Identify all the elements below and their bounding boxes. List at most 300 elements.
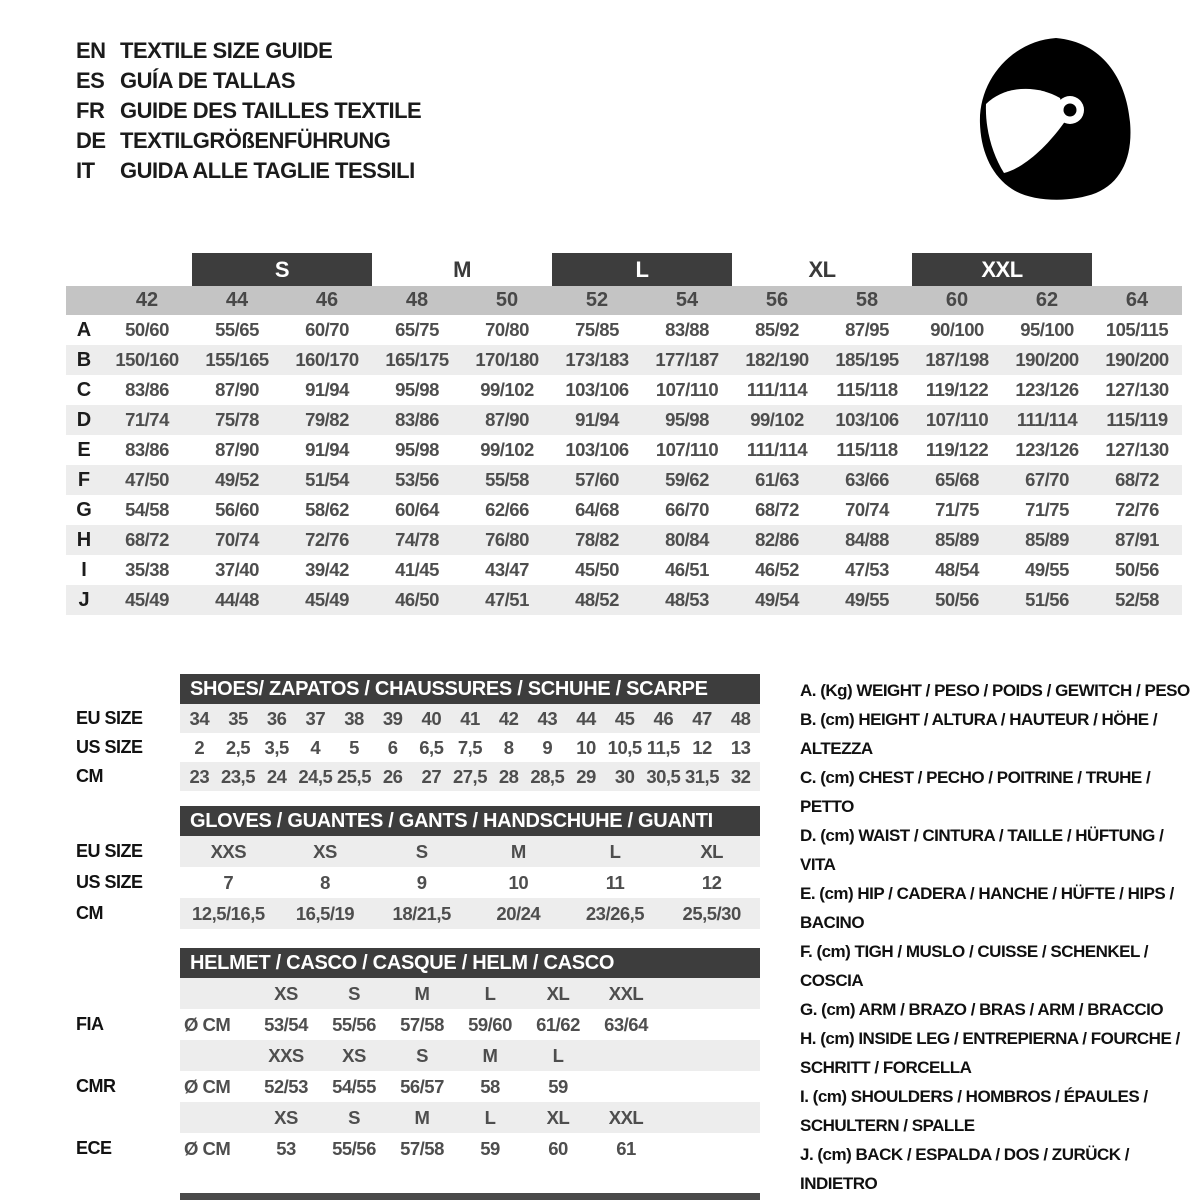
table-header-bar: GLOVES / GUANTES / GANTS / HANDSCHUHE / GUANTI: [180, 806, 760, 836]
helmet-size-header: XL: [546, 982, 570, 1004]
value-cell: 16,5/19: [295, 902, 355, 924]
size-cell: 45/49: [305, 589, 349, 610]
value-cell: 25,5: [336, 765, 371, 787]
size-cell: 53/56: [395, 469, 439, 490]
size-cell: 150/160: [115, 349, 179, 370]
size-cell: 187/198: [925, 349, 989, 370]
size-column-header: 54: [675, 289, 699, 311]
value-cell: 11: [605, 871, 625, 893]
size-cell: 182/190: [745, 349, 809, 370]
size-row: [66, 465, 1182, 495]
value-cell: 12: [692, 736, 712, 758]
legend-item: D. (cm) WAIST / CINTURA / TAILLE / HÜFTUNG / VITA: [800, 826, 1164, 874]
size-cell: 185/195: [835, 349, 899, 370]
helmet-size-header: M: [414, 1106, 430, 1128]
shoes-table: [76, 674, 760, 791]
size-cell: 67/70: [1025, 469, 1069, 490]
value-cell: 41: [460, 707, 480, 729]
standard-label: ECE: [76, 1138, 112, 1158]
value-cell: 42: [498, 707, 519, 729]
size-cell: 105/115: [1105, 319, 1169, 340]
helmet-size-table: [76, 948, 760, 1164]
size-cell: 45/49: [125, 589, 169, 610]
value-cell: 55/56: [332, 1137, 376, 1159]
value-cell: 58: [480, 1075, 500, 1097]
size-cell: 48/54: [935, 559, 979, 580]
value-cell: 57/58: [400, 1013, 444, 1035]
helmet-size-header: L: [552, 1044, 564, 1066]
value-cell: XXS: [210, 840, 247, 862]
value-cell: 10: [576, 736, 596, 758]
row-label: H: [76, 528, 92, 551]
table-row: [180, 836, 760, 867]
size-cell: 41/45: [395, 559, 439, 580]
row-label: J: [78, 588, 90, 611]
row-label: A: [76, 318, 92, 341]
size-cell: 75/85: [575, 319, 619, 340]
unit-cell: Ø CM: [184, 1075, 231, 1097]
size-cell: 43/47: [485, 559, 529, 580]
size-cell: 70/74: [215, 529, 259, 550]
value-cell: 7,5: [457, 736, 483, 758]
value-cell: 24: [266, 765, 287, 787]
size-group-header: XL: [808, 257, 836, 282]
language-row: [76, 126, 421, 156]
value-cell: 56/57: [400, 1075, 444, 1097]
size-group-header: XXL: [912, 253, 1092, 286]
size-column-header: 58: [855, 289, 879, 311]
size-cell: 57/60: [575, 469, 619, 490]
size-cell: 119/122: [925, 379, 989, 400]
value-cell: 5: [349, 736, 359, 758]
table-row: [180, 898, 760, 929]
value-cell: 40: [421, 707, 442, 729]
size-column-header: 48: [405, 289, 429, 311]
value-cell: 59/60: [468, 1013, 512, 1035]
size-cell: 78/82: [575, 529, 619, 550]
value-cell: 31,5: [684, 765, 719, 787]
size-cell: 60/70: [305, 319, 349, 340]
size-cell: 50/60: [125, 319, 169, 340]
standard-label: CMR: [76, 1076, 116, 1096]
value-cell: 53/54: [264, 1013, 308, 1035]
language-row: [76, 66, 421, 96]
value-cell: 45: [614, 707, 635, 729]
size-column-header-row: [66, 286, 1182, 315]
legend-item: G. (cm) ARM / BRAZO / BRAS / ARM / BRACCIO: [800, 1000, 1164, 1019]
table-row: [180, 704, 760, 733]
value-cell: 52/53: [264, 1075, 308, 1097]
size-cell: 115/118: [836, 439, 898, 460]
row-label: EU SIZE: [76, 841, 143, 861]
size-cell: 74/78: [395, 529, 439, 550]
size-cell: 90/100: [930, 319, 984, 340]
value-cell: 28,5: [530, 765, 565, 787]
legend-item: I. (cm) SHOULDERS / HOMBROS / ÉPAULES / SCHULTERN / SPALLE: [800, 1087, 1148, 1135]
helmet-values-row: [180, 1071, 760, 1102]
size-cell: 91/94: [305, 439, 349, 460]
size-cell: 127/130: [1105, 439, 1169, 460]
size-cell: 123/126: [1015, 379, 1079, 400]
size-cell: 82/86: [755, 529, 799, 550]
value-cell: 27,5: [452, 765, 487, 787]
value-cell: 23,5: [220, 765, 255, 787]
size-cell: 79/82: [305, 409, 349, 430]
value-cell: 39: [382, 707, 403, 729]
language-title: TEXTILGRÖßENFÜHRUNG: [120, 128, 391, 153]
language-title: GUIDA ALLE TAGLIE TESSILI: [120, 158, 415, 183]
helmet-size-header: XL: [546, 1106, 570, 1128]
size-cell: 111/114: [746, 439, 808, 460]
size-group-header-row: [66, 253, 1182, 286]
helmet-size-header: S: [348, 982, 360, 1004]
legend-item: E. (cm) HIP / CADERA / HANCHE / HÜFTE / HIPS / BACINO: [800, 884, 1174, 932]
size-cell: 52/58: [1115, 589, 1159, 610]
value-cell: 38: [344, 707, 364, 729]
legend-item: J. (cm) BACK / ESPALDA / DOS / ZURÜCK / INDIETRO: [800, 1145, 1130, 1193]
value-cell: 10,5: [607, 736, 642, 758]
row-label: D: [76, 408, 92, 431]
language-title-block: [76, 36, 421, 186]
size-cell: 68/72: [755, 499, 799, 520]
size-cell: 83/86: [395, 409, 439, 430]
size-cell: 68/72: [125, 529, 169, 550]
size-cell: 51/56: [1025, 589, 1069, 610]
value-cell: 61/62: [536, 1013, 580, 1035]
size-cell: 84/88: [845, 529, 889, 550]
value-cell: 6,5: [419, 736, 444, 758]
size-row: [66, 405, 1182, 435]
table-row: [180, 867, 760, 898]
helmet-sizes-row: [180, 1102, 760, 1133]
table-row: [180, 733, 760, 762]
unit-cell: Ø CM: [184, 1137, 231, 1159]
language-title: GUÍA DE TALLAS: [120, 68, 296, 93]
value-cell: 13: [730, 736, 751, 758]
size-cell: 49/54: [755, 589, 799, 610]
size-cell: 127/130: [1105, 379, 1169, 400]
size-column-header: 52: [585, 289, 609, 311]
size-cell: 39/42: [305, 559, 349, 580]
value-cell: 35: [228, 707, 248, 729]
size-cell: 95/100: [1020, 319, 1074, 340]
size-cell: 83/86: [125, 439, 169, 460]
value-cell: 2: [194, 736, 205, 758]
size-cell: 76/80: [485, 529, 529, 550]
value-cell: 55/56: [332, 1013, 376, 1035]
value-cell: 61: [616, 1137, 636, 1159]
helmet-size-header: S: [348, 1106, 360, 1128]
size-column-header: 56: [765, 289, 789, 311]
size-cell: 85/89: [935, 529, 979, 550]
size-cell: 190/200: [1015, 349, 1079, 370]
size-cell: 115/118: [836, 379, 898, 400]
value-cell: 11,5: [646, 736, 680, 758]
spacer-cell: [76, 1102, 180, 1133]
row-label: B: [76, 348, 92, 371]
size-cell: 87/91: [1115, 529, 1159, 550]
size-cell: 68/72: [1115, 469, 1159, 490]
size-cell: 46/52: [755, 559, 799, 580]
size-cell: 99/102: [750, 409, 804, 430]
size-cell: 85/89: [1025, 529, 1069, 550]
value-cell: 46: [653, 707, 674, 729]
size-cell: 87/90: [215, 379, 259, 400]
helmet-size-header: XXS: [268, 1044, 304, 1066]
value-cell: 60: [548, 1137, 568, 1159]
spacer-cell: [76, 1040, 180, 1071]
value-cell: 32: [730, 765, 751, 787]
value-cell: 20/24: [496, 902, 541, 924]
helmet-sizes-row: [180, 1040, 760, 1071]
size-group-header: L: [552, 253, 732, 286]
size-cell: 65/75: [395, 319, 439, 340]
value-cell: 4: [310, 736, 321, 758]
legend-item: A. (Kg) WEIGHT / PESO / POIDS / GEWITCH / PESO: [800, 681, 1190, 700]
size-cell: 71/75: [935, 499, 979, 520]
size-cell: 107/110: [655, 379, 719, 400]
size-row: [66, 555, 1182, 585]
value-cell: 9: [542, 736, 553, 758]
size-cell: 46/51: [665, 559, 709, 580]
legend-item: C. (cm) CHEST / PECHO / POITRINE / TRUHE / PETTO: [800, 768, 1151, 816]
size-cell: 107/110: [655, 439, 719, 460]
helmet-size-header: XXL: [608, 1106, 644, 1128]
size-cell: 123/126: [1015, 439, 1079, 460]
size-cell: 177/187: [655, 349, 719, 370]
value-cell: 30: [614, 765, 635, 787]
size-cell: 62/66: [485, 499, 529, 520]
value-cell: 59: [548, 1075, 568, 1097]
row-label: C: [76, 378, 92, 401]
size-cell: 75/78: [215, 409, 259, 430]
size-cell: 58/62: [305, 499, 349, 520]
value-cell: 36: [266, 707, 287, 729]
size-cell: 72/76: [1115, 499, 1159, 520]
size-cell: 83/88: [665, 319, 709, 340]
size-cell: 155/165: [205, 349, 269, 370]
size-cell: 47/50: [125, 469, 169, 490]
size-cell: 65/68: [935, 469, 979, 490]
size-group-header: M: [453, 257, 471, 282]
value-cell: 10: [508, 871, 529, 893]
size-cell: 56/60: [215, 499, 259, 520]
size-cell: 83/86: [125, 379, 169, 400]
size-cell: 66/70: [665, 499, 709, 520]
size-cell: 54/58: [125, 499, 169, 520]
row-label: US SIZE: [76, 737, 143, 757]
size-cell: 170/180: [475, 349, 539, 370]
size-cell: 51/54: [305, 469, 349, 490]
table-row: [180, 762, 760, 791]
legend-item: H. (cm) INSIDE LEG / ENTREPIERNA / FOURCHE / SCHRITT / FORCELLA: [800, 1029, 1180, 1077]
value-cell: 27: [421, 765, 442, 787]
size-cell: 55/65: [215, 319, 259, 340]
row-label: CM: [76, 766, 103, 786]
table-header-bar: SHOES/ ZAPATOS / CHAUSSURES / SCHUHE / SCARPE: [180, 674, 760, 704]
language-title: TEXTILE SIZE GUIDE: [120, 38, 333, 63]
value-cell: 28: [498, 765, 519, 787]
value-cell: 8: [320, 871, 330, 893]
value-cell: 59: [480, 1137, 500, 1159]
value-cell: 29: [576, 765, 596, 787]
spacer-cell: [76, 948, 180, 978]
size-column-header: 62: [1035, 289, 1059, 311]
size-row: [66, 435, 1182, 465]
size-cell: 119/122: [925, 439, 989, 460]
size-cell: 55/58: [485, 469, 529, 490]
size-cell: 95/98: [665, 409, 709, 430]
size-column-header: 64: [1125, 289, 1149, 311]
size-cell: 173/183: [565, 349, 629, 370]
value-cell: 12: [701, 871, 722, 893]
value-cell: 26: [382, 765, 403, 787]
size-cell: 95/98: [395, 439, 439, 460]
value-cell: 23: [189, 765, 210, 787]
value-cell: S: [415, 840, 428, 862]
row-label: EU SIZE: [76, 708, 143, 728]
size-cell: 72/76: [305, 529, 349, 550]
size-cell: 80/84: [665, 529, 709, 550]
helmet-values-row: [180, 1133, 760, 1164]
row-label: US SIZE: [76, 872, 143, 892]
size-cell: 60/64: [395, 499, 439, 520]
value-cell: 30,5: [646, 765, 681, 787]
helmet-size-header: XS: [274, 982, 298, 1004]
helmet-size-header: M: [482, 1044, 498, 1066]
language-title: GUIDE DES TAILLES TEXTILE: [120, 98, 422, 123]
spacer-cell: [76, 806, 180, 836]
legend-item: B. (cm) HEIGHT / ALTURA / HAUTEUR / HÖHE / ALTEZZA: [800, 710, 1158, 758]
size-column-header: 46: [315, 289, 339, 311]
size-cell: 50/56: [1115, 559, 1159, 580]
size-column-header: 50: [495, 289, 519, 311]
value-cell: XL: [700, 840, 723, 862]
size-cell: 103/106: [565, 379, 629, 400]
value-cell: 57/58: [400, 1137, 444, 1159]
size-cell: 47/51: [485, 589, 529, 610]
size-cell: 48/53: [665, 589, 709, 610]
size-column-header: 60: [945, 289, 969, 311]
helmet-size-header: M: [414, 982, 430, 1004]
size-cell: 70/74: [845, 499, 889, 520]
language-code: EN: [76, 38, 106, 63]
size-cell: 45/50: [575, 559, 619, 580]
size-cell: 103/106: [565, 439, 629, 460]
value-cell: 9: [416, 871, 427, 893]
value-cell: 18/21,5: [392, 902, 451, 924]
value-cell: 23/26,5: [585, 902, 645, 924]
size-cell: 59/62: [665, 469, 709, 490]
size-cell: 99/102: [480, 379, 534, 400]
helmet-values-row: [180, 1009, 760, 1040]
size-cell: 63/66: [845, 469, 889, 490]
helmet-size-header: S: [416, 1044, 428, 1066]
size-row: [66, 525, 1182, 555]
row-label: G: [76, 498, 92, 521]
gloves-table: [76, 806, 760, 929]
size-cell: 165/175: [385, 349, 449, 370]
size-cell: 87/90: [485, 409, 529, 430]
value-cell: M: [510, 840, 526, 862]
size-cell: 103/106: [835, 409, 899, 430]
value-cell: 48: [730, 707, 751, 729]
language-code: FR: [76, 98, 105, 123]
size-cell: 91/94: [575, 409, 619, 430]
size-cell: 44/48: [215, 589, 259, 610]
value-cell: 63/64: [604, 1013, 648, 1035]
standard-label: FIA: [76, 1014, 104, 1034]
value-cell: L: [609, 840, 621, 862]
main-size-table: [66, 253, 1182, 615]
bottom-cutoff-bar: [180, 1193, 760, 1200]
language-row: [76, 156, 421, 186]
size-cell: 111/114: [1016, 409, 1078, 430]
size-cell: 49/55: [845, 589, 889, 610]
table-header-bar: HELMET / CASCO / CASQUE / HELM / CASCO: [180, 948, 760, 978]
value-cell: 53: [276, 1137, 296, 1159]
measurement-legend: [800, 676, 1200, 1198]
value-cell: 8: [503, 736, 514, 758]
size-column-header: 44: [225, 289, 249, 311]
value-cell: 3,5: [264, 736, 289, 758]
value-cell: 6: [387, 736, 398, 758]
value-cell: XS: [313, 840, 337, 862]
row-label: CM: [76, 903, 103, 923]
size-cell: 95/98: [395, 379, 439, 400]
value-cell: 34: [189, 707, 210, 729]
value-cell: 54/55: [332, 1075, 376, 1097]
value-cell: 47: [692, 707, 712, 729]
size-row: [66, 315, 1182, 345]
helmet-size-header: L: [484, 982, 496, 1004]
spacer-cell: [76, 978, 180, 1009]
value-cell: 24,5: [298, 765, 333, 787]
size-row: [66, 495, 1182, 525]
size-cell: 48/52: [575, 589, 619, 610]
helmet-size-header: XXL: [608, 982, 644, 1004]
value-cell: 44: [576, 707, 596, 729]
size-cell: 190/200: [1105, 349, 1169, 370]
unit-cell: Ø CM: [184, 1013, 231, 1035]
size-cell: 70/80: [485, 319, 529, 340]
size-row: [66, 345, 1182, 375]
size-cell: 87/95: [845, 319, 889, 340]
spacer-cell: [76, 674, 180, 704]
size-row: [66, 585, 1182, 615]
size-cell: 71/74: [125, 409, 169, 430]
size-cell: 49/55: [1025, 559, 1069, 580]
size-cell: 35/38: [125, 559, 169, 580]
size-cell: 64/68: [575, 499, 619, 520]
language-code: ES: [76, 68, 105, 93]
size-group-header: S: [192, 253, 372, 286]
size-cell: 87/90: [215, 439, 259, 460]
legend-item: F. (cm) TIGH / MUSLO / CUISSE / SCHENKEL / COSCIA: [800, 942, 1149, 990]
row-label: F: [77, 468, 91, 491]
value-cell: 7: [223, 871, 234, 893]
value-cell: 43: [537, 707, 558, 729]
size-cell: 71/75: [1025, 499, 1069, 520]
size-cell: 37/40: [215, 559, 259, 580]
size-cell: 50/56: [935, 589, 979, 610]
language-row: [76, 96, 421, 126]
helmet-sizes-row: [180, 978, 760, 1009]
size-cell: 111/114: [746, 379, 808, 400]
size-cell: 85/92: [755, 319, 799, 340]
row-label: I: [81, 558, 87, 581]
size-cell: 61/63: [755, 469, 799, 490]
